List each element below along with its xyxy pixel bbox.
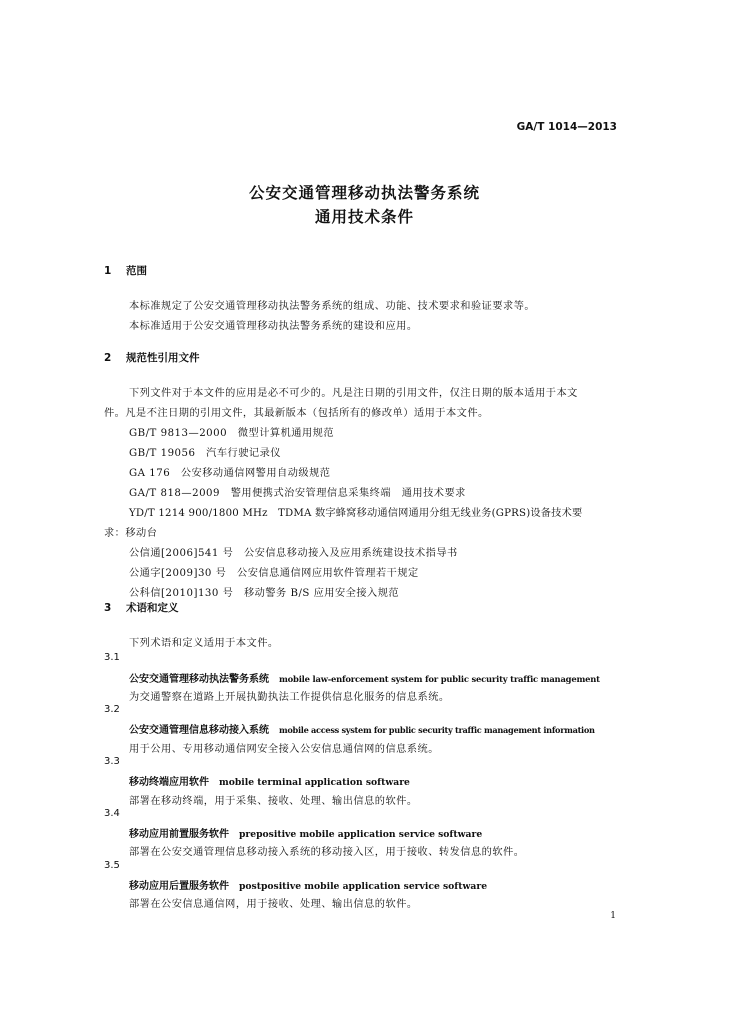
document-title-line2: 通用技术条件 [314,208,414,226]
page-number: 1 [610,911,616,921]
paragraph: 下列文件对于本文件的应用是必不可少的。凡是注日期的引用文件，仅注日期的版本适用于本文 [129,388,578,399]
term-en: mobile terminal application software [219,777,410,788]
term-en: mobile law-enforcement system for public security traffic management [279,674,600,684]
term-definition: 部署在公安信息通信网，用于接收、处理、输出信息的软件。 [129,899,418,910]
term-cn: 公安交通管理移动执法警务系统 [129,674,269,685]
section-2-heading [104,350,200,365]
section-number: 3 [104,602,112,614]
paragraph: 下列术语和定义适用于本文件。 [129,638,279,649]
term-number: 3.3 [104,756,120,767]
term-number: 3.1 [104,652,120,663]
reference-item: 公科信[2010]130 号 移动警务 B/S 应用安全接入规范 [129,588,400,599]
standard-code: GA/T 1014—2013 [516,121,617,133]
term-definition: 部署在公安交通管理信息移动接入系统的移动接入区，用于接收、转发信息的软件。 [129,847,525,858]
term-title [129,721,595,736]
term-definition: 用于公用、专用移动通信网安全接入公安信息通信网的信息系统。 [129,744,439,755]
paragraph: 本标准适用于公安交通管理移动执法警务系统的建设和应用。 [129,321,418,332]
section-title: 范围 [126,265,147,277]
reference-item: GB/T 19056 汽车行驶记录仪 [129,448,281,459]
term-cn: 公安交通管理信息移动接入系统 [129,725,269,736]
term-cn: 移动应用前置服务软件 [129,829,229,840]
reference-item: GA/T 818—2009 警用便携式治安管理信息采集终端 通用技术要求 [129,488,466,499]
paragraph: 件。凡是不注日期的引用文件，其最新版本（包括所有的修改单）适用于本文件。 [104,408,489,419]
section-3-heading [104,600,179,615]
section-title: 规范性引用文件 [126,352,200,364]
term-title [129,670,600,685]
reference-item: 公通字[2009]30 号 公安信息通信网应用软件管理若干规定 [129,568,419,579]
document-title-line1: 公安交通管理移动执法警务系统 [248,184,480,202]
paragraph: 本标准规定了公安交通管理移动执法警务系统的组成、功能、技术要求和验证要求等。 [129,301,536,312]
term-cn: 移动应用后置服务软件 [129,881,229,892]
term-en: prepositive mobile application service software [239,829,483,840]
term-definition: 部署在移动终端，用于采集、接收、处理、输出信息的软件。 [129,796,418,807]
reference-item: GA 176 公安移动通信网警用自动级规范 [129,468,331,479]
term-title [129,877,487,892]
term-number: 3.2 [104,704,120,715]
section-number: 1 [104,265,112,277]
term-title [129,825,482,840]
term-title [129,773,410,788]
section-number: 2 [104,352,112,364]
term-number: 3.4 [104,808,120,819]
reference-item: GB/T 9813—2000 微型计算机通用规范 [129,428,335,439]
reference-item: 求：移动台 [104,528,158,539]
term-cn: 移动终端应用软件 [129,777,209,788]
term-en: mobile access system for public security traffic management information [279,725,595,735]
term-definition: 为交通警察在道路上开展执勤执法工作提供信息化服务的信息系统。 [129,692,450,703]
section-1-heading [104,263,147,278]
reference-item: YD/T 1214 900/1800 MHz TDMA 数字蜂窝移动通信网通用分组无线业务(GPRS)设备技术要 [129,508,583,519]
term-number: 3.5 [104,860,120,871]
reference-item: 公信通[2006]541 号 公安信息移动接入及应用系统建设技术指导书 [129,548,458,559]
term-en: postpositive mobile application service software [239,881,488,892]
section-title: 术语和定义 [126,602,179,614]
